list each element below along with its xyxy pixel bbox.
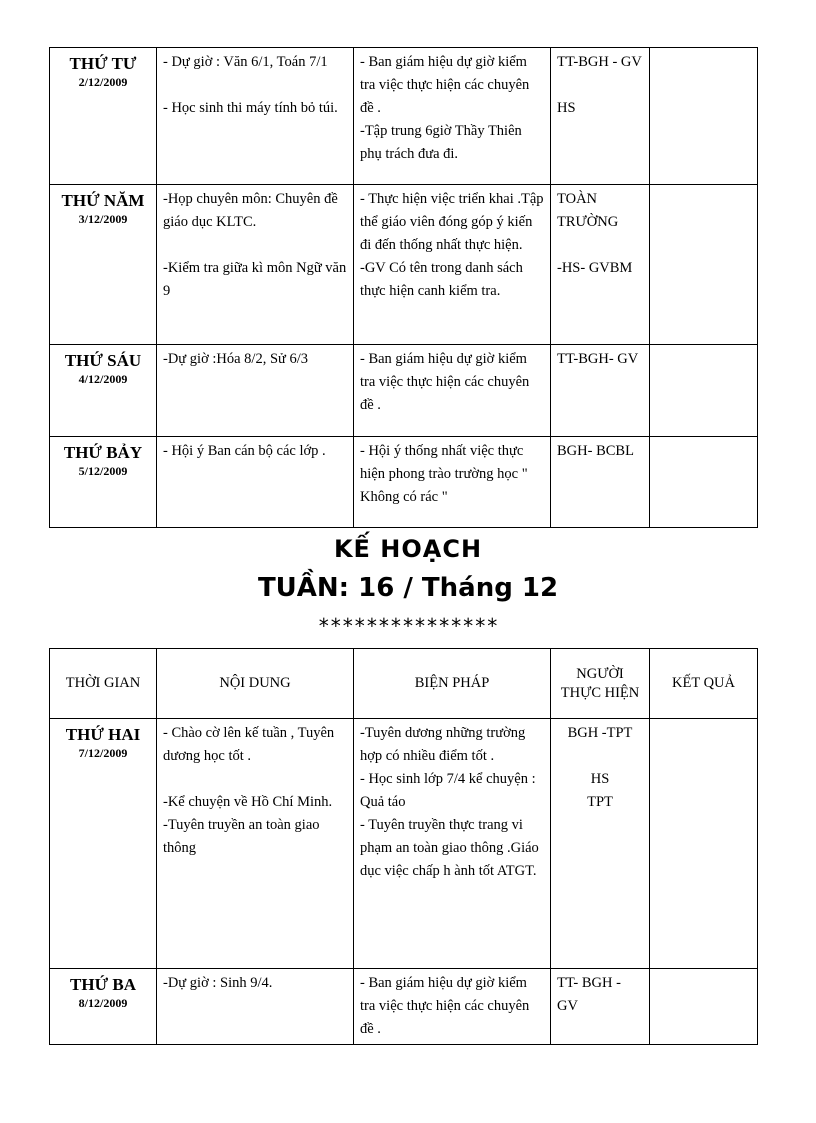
- day-cell: [50, 185, 157, 345]
- content-cell: [157, 345, 354, 437]
- measures-line: - Ban giám hiệu dự giờ kiểm tra việc thực hiện các chuyên đề .: [360, 351, 530, 413]
- measures-cell: [354, 719, 551, 969]
- result-cell: [650, 969, 758, 1045]
- measures-line: -GV Có tên trong danh sách thực hiện canh kiểm tra.: [360, 260, 523, 299]
- content-line: -Kể chuyện về Hồ Chí Minh.: [163, 794, 333, 810]
- day-date: 3/12/2009: [78, 212, 128, 226]
- measures-line: - Học sinh lớp 7/4 kể chuyện : Quả táo: [360, 771, 536, 810]
- content-line: - Dự giờ : Văn 6/1, Toán 7/1: [163, 54, 328, 70]
- table-row: [50, 48, 758, 185]
- person-cell: [551, 185, 650, 345]
- table-header-row: [50, 649, 758, 719]
- day-cell: [50, 969, 157, 1045]
- header-time: THỜI GIAN: [50, 649, 157, 719]
- table-row: [50, 969, 758, 1045]
- person-line: HS: [590, 771, 610, 787]
- header-person: NGƯỜI THỰC HIỆN: [551, 649, 650, 719]
- person-line: TPT: [587, 794, 613, 810]
- day-name: THỨ NĂM: [61, 191, 145, 210]
- star-divider: ***************: [317, 614, 499, 638]
- measures-cell: [354, 969, 551, 1045]
- day-name: THỨ BA: [70, 975, 136, 994]
- header-result: KẾT QUẢ: [650, 649, 758, 719]
- day-cell: [50, 437, 157, 528]
- content-line: -Tuyên truyền an toàn giao thông: [163, 817, 320, 856]
- table-row: [50, 719, 758, 969]
- day-name: THỨ HAI: [65, 725, 141, 744]
- content-line: -Dự giờ :Hóa 8/2, Sử 6/3: [163, 351, 309, 367]
- plan-title: KẾ HOẠCH: [333, 535, 483, 563]
- content-cell: [157, 48, 354, 185]
- day-name: THỨ TƯ: [69, 54, 137, 73]
- table-row: [50, 185, 758, 345]
- content-line: - Hội ý Ban cán bộ các lớp .: [163, 443, 326, 459]
- measures-line: - Tuyên truyền thực trang vi phạm an toàn giao thông .Giáo dục việc chấp h ành tốt ATGT.: [360, 817, 539, 879]
- content-cell: [157, 969, 354, 1045]
- measures-line: - Thực hiện việc triển khai .Tập thể giáo viên đóng góp ý kiến đi đến thống nhất thực hiện.: [360, 191, 544, 253]
- week-title: TUẦN: 16 / Tháng 12: [257, 573, 559, 603]
- person-cell: [551, 719, 650, 969]
- measures-cell: [354, 48, 551, 185]
- table-row: [50, 437, 758, 528]
- measures-cell: [354, 185, 551, 345]
- person-line: HS: [557, 100, 576, 116]
- person-cell: [551, 345, 650, 437]
- day-name: THỨ SÁU: [64, 351, 142, 370]
- person-line: TT-BGH - GV: [557, 54, 642, 70]
- measures-line: - Ban giám hiệu dự giờ kiểm tra việc thực hiện các chuyên đề .: [360, 975, 530, 1037]
- day-name: THỨ BẢY: [63, 443, 143, 462]
- measures-cell: [354, 345, 551, 437]
- measures-cell: [354, 437, 551, 528]
- day-date: 8/12/2009: [78, 996, 128, 1010]
- content-line: - Học sinh thi máy tính bỏ túi.: [163, 100, 338, 116]
- measures-line: -Tuyên dương những trường hợp có nhiều điểm tốt .: [360, 725, 526, 764]
- person-cell: [551, 437, 650, 528]
- day-cell: [50, 719, 157, 969]
- result-cell: [650, 437, 758, 528]
- header-content: NỘI DUNG: [157, 649, 354, 719]
- day-date: 4/12/2009: [78, 372, 128, 386]
- weekly-plan-table-continued: [49, 47, 758, 528]
- table-row: [50, 345, 758, 437]
- result-cell: [650, 719, 758, 969]
- person-cell: [551, 969, 650, 1045]
- measures-line: -Tập trung 6giờ Thầy Thiên phụ trách đưa đi.: [360, 123, 522, 162]
- day-date: 2/12/2009: [78, 75, 128, 89]
- person-line: TT- BGH - GV: [557, 975, 621, 1014]
- content-cell: [157, 719, 354, 969]
- result-cell: [650, 48, 758, 185]
- day-date: 7/12/2009: [78, 746, 128, 760]
- day-cell: [50, 48, 157, 185]
- day-date: 5/12/2009: [78, 464, 128, 478]
- person-line: TT-BGH- GV: [557, 351, 639, 367]
- person-line: -HS- GVBM: [557, 260, 633, 276]
- measures-line: - Ban giám hiệu dự giờ kiểm tra việc thực hiện các chuyên đề .: [360, 54, 530, 116]
- result-cell: [650, 345, 758, 437]
- person-line: TOÀN TRƯỜNG: [557, 191, 619, 230]
- person-line: BGH- BCBL: [557, 443, 634, 459]
- content-line: - Chào cờ lên kế tuần , Tuyên dương học tốt .: [163, 725, 335, 764]
- content-line: -Kiểm tra giữa kì môn Ngữ văn 9: [163, 260, 347, 299]
- content-line: -Dự giờ : Sinh 9/4.: [163, 975, 273, 991]
- person-line: BGH -TPT: [567, 725, 633, 741]
- measures-line: - Hội ý thống nhất việc thực hiện phong trào trường học " Không có rác ": [360, 443, 528, 505]
- content-cell: [157, 185, 354, 345]
- weekly-plan-table: [49, 648, 758, 1045]
- person-cell: [551, 48, 650, 185]
- day-cell: [50, 345, 157, 437]
- header-measures: BIỆN PHÁP: [354, 649, 551, 719]
- content-line: -Họp chuyên môn: Chuyên đề giáo dục KLTC.: [163, 191, 338, 230]
- result-cell: [650, 185, 758, 345]
- content-cell: [157, 437, 354, 528]
